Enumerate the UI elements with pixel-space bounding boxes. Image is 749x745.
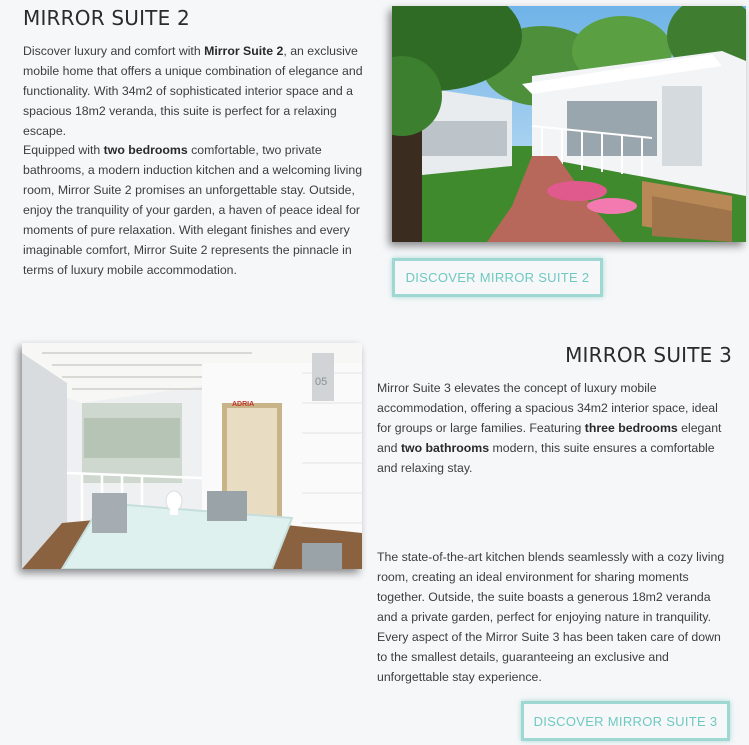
suite2-p2-text-a: Equipped with <box>23 143 104 157</box>
suite3-p1-text-e: modern, this suite ensures a comfortable and relaxing stay. <box>377 441 715 475</box>
suite2-p1-bold: Mirror Suite 2 <box>204 44 284 58</box>
suite2-p1-text-a: Discover luxury and comfort with <box>23 44 205 58</box>
discover-suite2-button-label: DISCOVER MIRROR SUITE 2 <box>405 270 590 285</box>
suite2-photo <box>392 6 746 242</box>
suite3-description-2: The state-of-the-art kitchen blends seamlessly with a cozy living room, creating an ideal environment for sharing moments together. Outside, the suite boasts a generous 18m2 veranda and a private garden, perfect for enjoying nature in tranquility. Every aspect of the Mirror Suite 3 has been taken care of down to the smallest details, guaranteeing an exclusive and unforgettable stay experience. <box>377 550 725 684</box>
suite2-p2-text-c: comfortable, two private bathrooms, a modern induction kitchen and a welcoming living room, Mirror Suite 2 promises an unforgettable stay. Outside, enjoy the tranquility of your garden, a haven of peace ideal for moments of pure relaxation. With elegant finishes and every imaginable comfort, Mirror Suite 2 represents the pinnacle in terms of luxury mobile accommodation. <box>23 143 363 277</box>
discover-suite2-button[interactable] <box>392 258 603 297</box>
discover-suite3-button-label: DISCOVER MIRROR SUITE 3 <box>533 713 718 729</box>
suite3-description-1 <box>377 378 729 478</box>
suite3-photo-unit-number: 05 <box>315 376 328 388</box>
suite3-photo <box>22 343 362 569</box>
suite3-title: MIRROR SUITE 3 <box>565 343 732 367</box>
suite3-p1-bold-2: two bathrooms <box>400 441 490 455</box>
suite3-p1-text-a: Mirror Suite 3 elevates the concept of luxury mobile accommodation, offering a spacious 34m2 interior space, ideal for groups or large families. Featuring <box>377 381 718 435</box>
discover-suite3-button[interactable] <box>521 701 730 741</box>
suite2-p1-text-c: , an exclusive mobile home that offers a unique combination of elegance and functionality. With 34m2 of sophisticated interior space and a spacious 18m2 veranda, this suite is perfect for a relaxing escape. <box>23 44 363 138</box>
suite2-description-2 <box>23 140 373 280</box>
suite2-p2-bold: two bedrooms <box>103 143 188 157</box>
suite3-photo-sign: ADRIA <box>232 401 255 408</box>
suite2-title: MIRROR SUITE 2 <box>23 6 190 30</box>
suite3-p1-bold-1: three bedrooms <box>584 421 678 435</box>
suite2-description-1 <box>23 41 373 141</box>
suite3-p1-text-c: elegant and <box>377 421 722 455</box>
